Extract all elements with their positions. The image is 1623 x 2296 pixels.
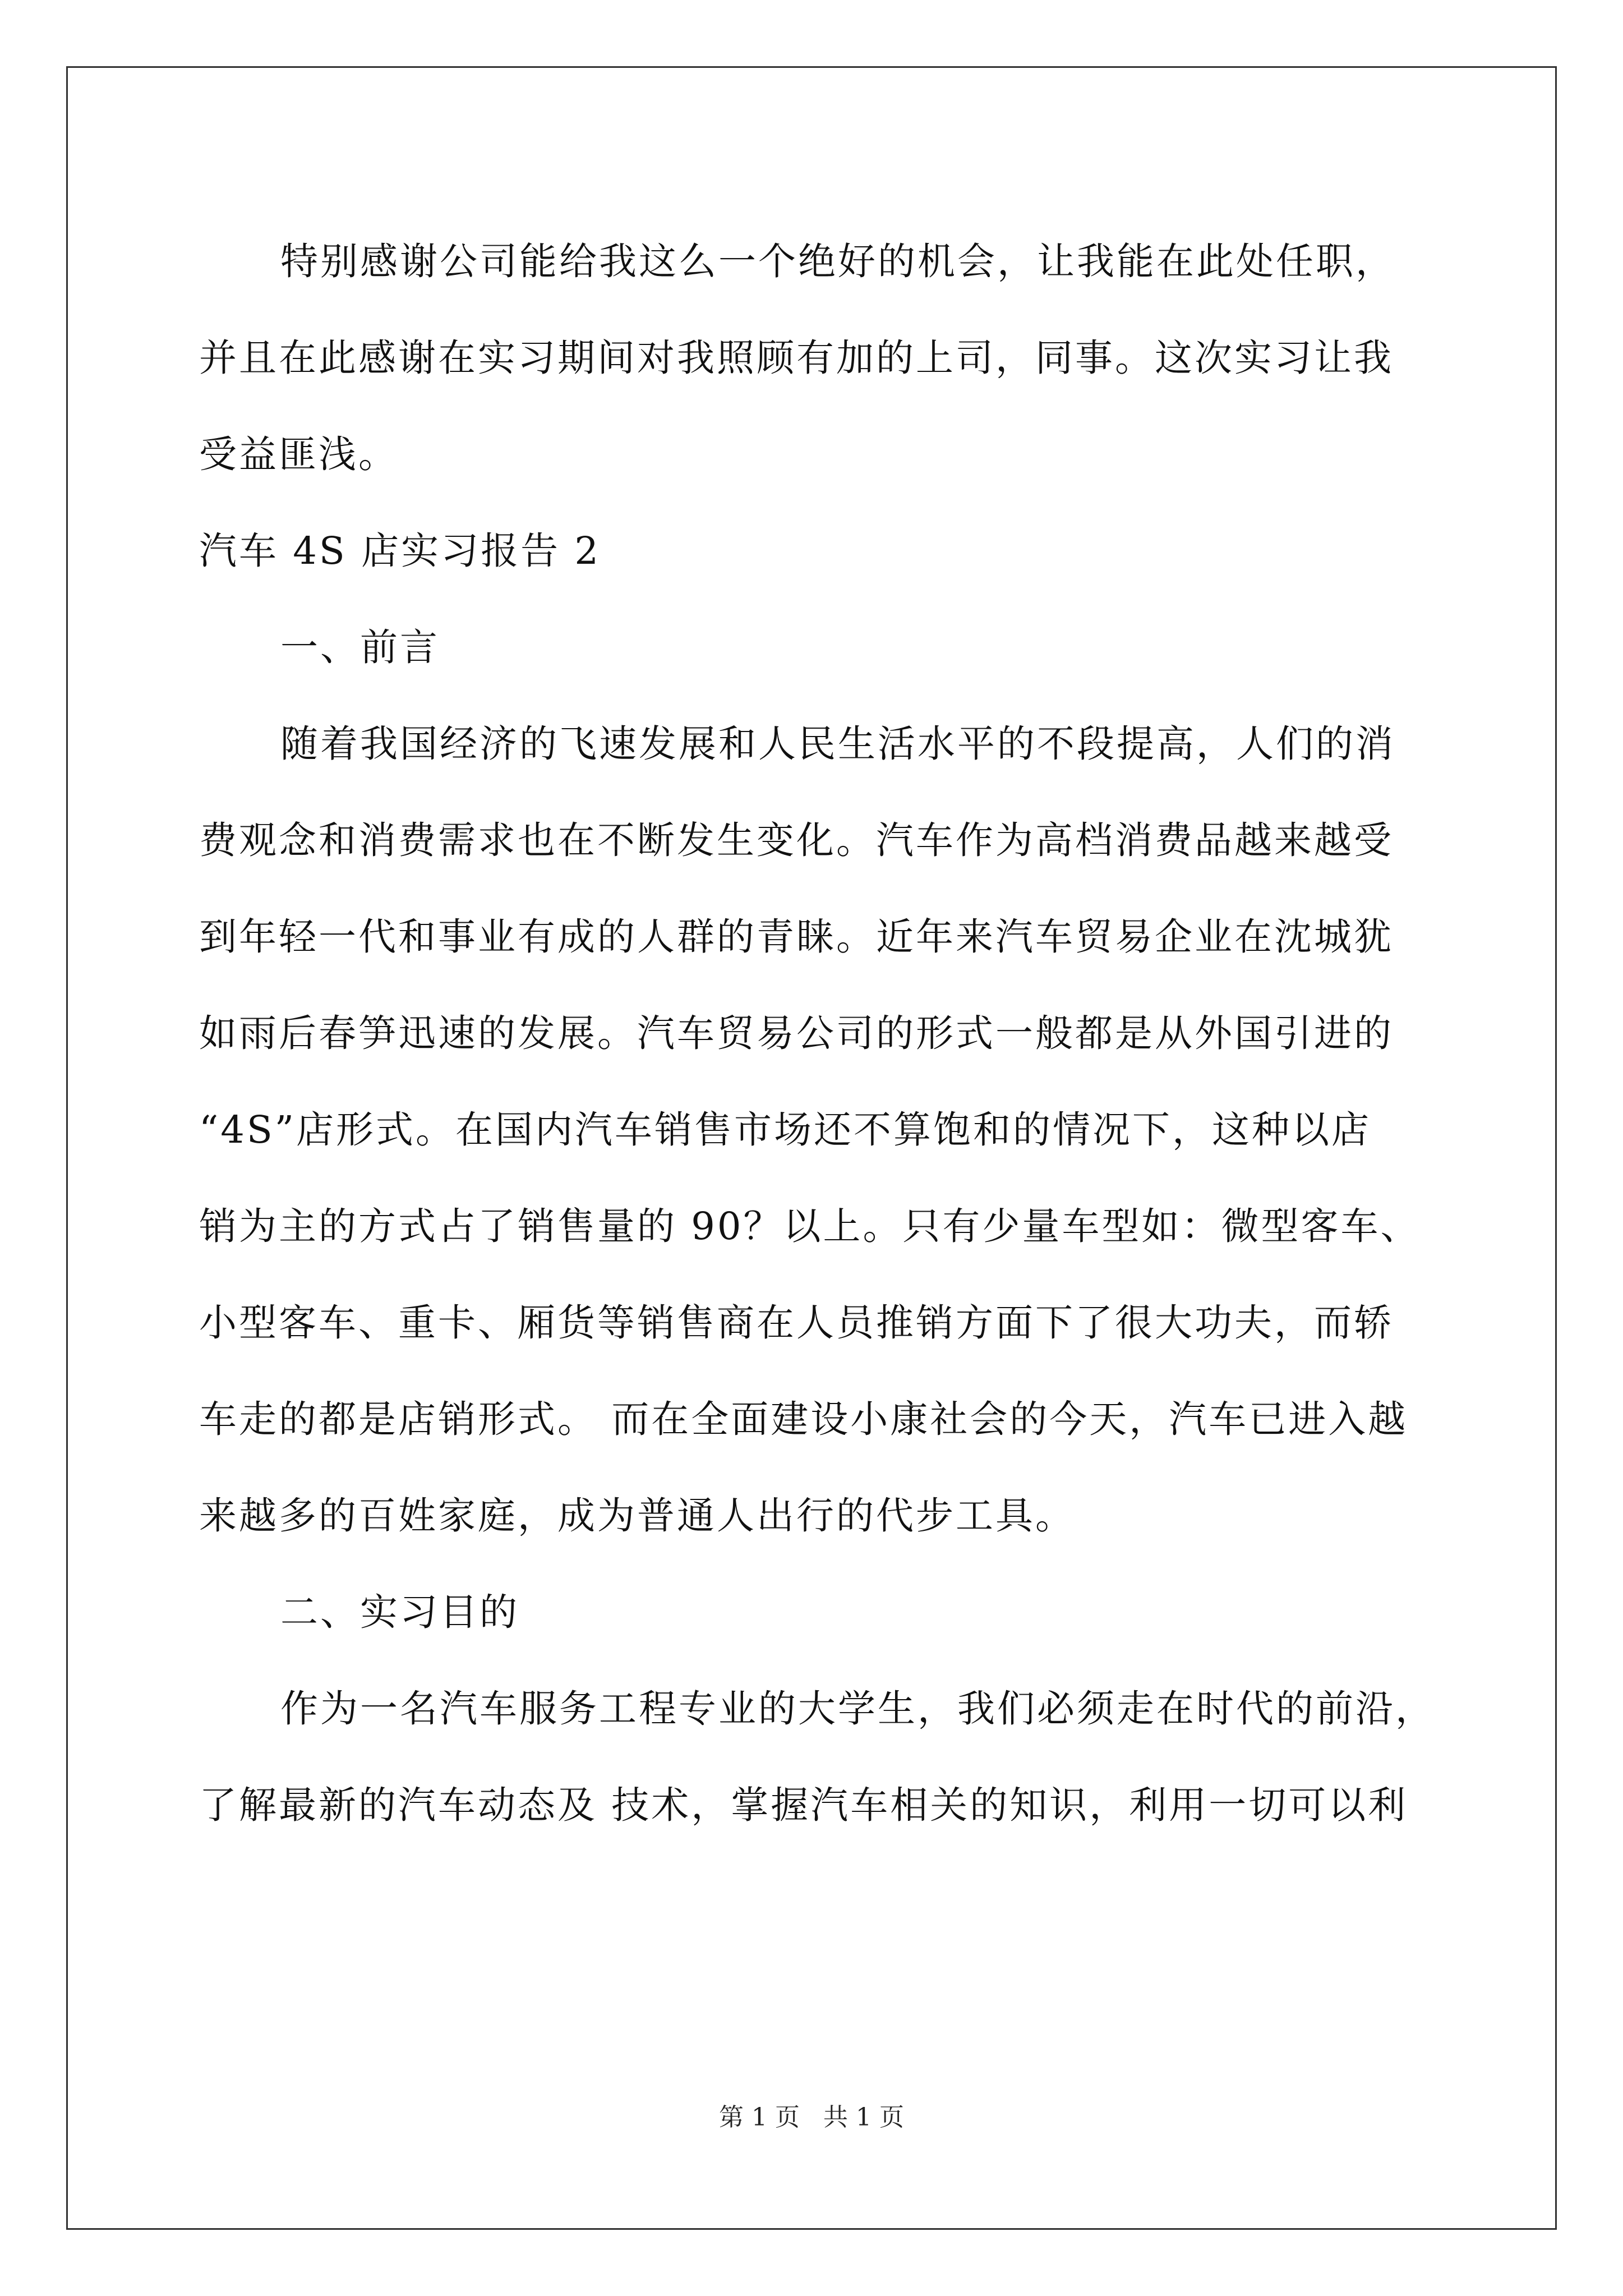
- text-line: 受益匪浅。: [199, 432, 398, 476]
- page-footer: 第 1 页 共 1 页: [719, 2103, 904, 2132]
- text-line: 车走的都是店销形式。 而在全面建设小康社会的今天，汽车已进入越: [199, 1397, 1408, 1441]
- text-line: 到年轻一代和事业有成的人群的青睐。近年来汽车贸易企业在沈城犹: [199, 915, 1394, 959]
- text-line: 并且在此感谢在实习期间对我照顾有加的上司，同事。这次实习让我: [199, 336, 1394, 380]
- text-line: 了解最新的汽车动态及 技术，掌握汽车相关的知识，利用一切可以利: [199, 1783, 1408, 1827]
- text-line: 特别感谢公司能给我这么一个绝好的机会，让我能在此处任职，: [280, 240, 1395, 283]
- text-line: 随着我国经济的飞速发展和人民生活水平的不段提高，人们的消: [280, 722, 1395, 766]
- text-line: 销为主的方式占了销售量的 90？以上。只有少量车型如：微型客车、: [199, 1204, 1421, 1248]
- text-line: 费观念和消费需求也在不断发生变化。汽车作为高档消费品越来越受: [199, 818, 1394, 862]
- text-line: 来越多的百姓家庭，成为普通人出行的代步工具。: [199, 1494, 1075, 1538]
- text-line: 如雨后春笋迅速的发展。汽车贸易公司的形式一般都是从外国引进的: [199, 1011, 1394, 1055]
- text-line: 小型客车、重卡、厢货等销售商在人员推销方面下了很大功夫，而轿: [199, 1301, 1394, 1345]
- document-body: [199, 213, 1435, 1853]
- heading-preface: 一、前言: [280, 625, 440, 669]
- text-line: 作为一名汽车服务工程专业的大学生，我们必须走在时代的前沿，: [280, 1687, 1435, 1731]
- heading-purpose: 二、实习目的: [280, 1590, 519, 1634]
- text-line: “4S”店形式。在国内汽车销售市场还不算饱和的情况下，这种以店: [199, 1108, 1372, 1152]
- section-title: 汽车 4S 店实习报告 2: [199, 529, 601, 573]
